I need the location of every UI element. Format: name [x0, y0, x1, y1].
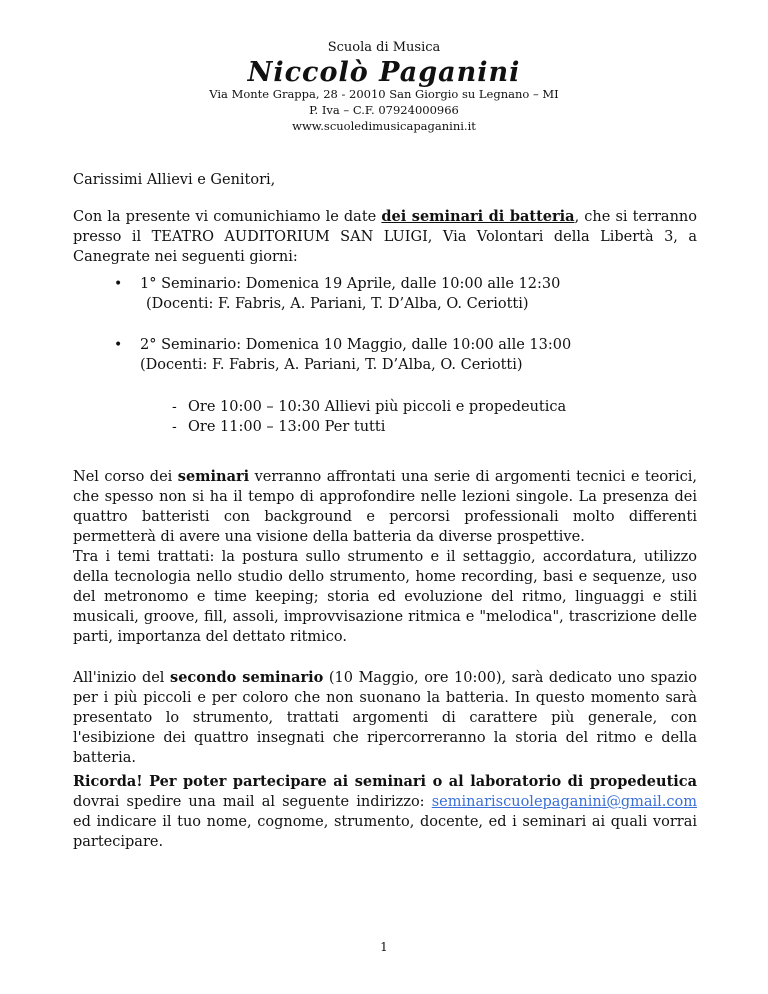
email-link[interactable]: seminariscuolepaganini@gmail.com — [431, 794, 697, 810]
para1-before: Nel corso dei — [73, 469, 178, 485]
seminar2-slot: Ore 10:00 – 10:30 Allievi più piccoli e propedeutica — [188, 399, 567, 415]
bullet-icon: • — [114, 337, 123, 353]
para1-topics: Tra i temi trattati: la postura sullo strumento e il settaggio, accordatura, utilizzo della tecnologia nello studio dello strumento, home recording, basi e sequenze, uso del metronomo e time keeping; storia ed evoluzione del ritmo, linguaggi e stili musicali, groove, fill, assoli, improvvisazione ritmica e "melodica", trascrizione delle parti, importanza del dettato ritmico. — [73, 549, 697, 645]
school-website: www.scuoledimusicapaganini.it — [292, 119, 476, 133]
seminar2-slot: Ore 11:00 – 13:00 Per tutti — [188, 419, 386, 435]
seminar2-line: 2° Seminario: Domenica 10 Maggio, dalle 10:00 alle 13:00 — [140, 337, 572, 353]
para2-bold: secondo seminario — [170, 669, 324, 686]
para1-bold: seminari — [177, 468, 250, 485]
paragraph-content — [73, 467, 697, 647]
seminar1-teachers: (Docenti: F. Fabris, A. Pariani, T. D’Alba, O. Ceriotti) — [146, 296, 529, 312]
seminar2-teachers: (Docenti: F. Fabris, A. Pariani, T. D’Alba, O. Ceriotti) — [140, 357, 523, 373]
paragraph-registration — [73, 772, 697, 852]
intro-text-before: Con la presente vi comunichiamo le date — [73, 209, 382, 225]
intro-text-after: , che si terranno presso il TEATRO AUDITORIUM SAN LUIGI, Via Volontari della Libertà 3, a Canegrate nei seguenti giorni: — [73, 209, 697, 265]
para1-after: verranno affrontati una serie di argomenti tecnici e teorici, che spesso non si ha il tempo di approfondire nelle lezioni singole. La presenza dei quattro batteristi con background e percorsi professionali molto differenti permetterà di avere una visione della batteria da diverse prospettive. — [73, 469, 697, 545]
school-address: Via Monte Grappa, 28 - 20010 San Giorgio su Legnano – MI — [209, 87, 559, 101]
seminar1-line: 1° Seminario: Domenica 19 Aprile, dalle 10:00 alle 12:30 — [140, 276, 561, 292]
dash-icon: - — [172, 419, 177, 435]
para3-bold: Ricorda! Per poter partecipare ai seminari o al laboratorio di propedeutica — [73, 773, 697, 790]
para3-after: ed indicare il tuo nome, cognome, strumento, docente, ed i seminari ai quali vorrai partecipare. — [73, 814, 697, 850]
school-label: Scuola di Musica — [327, 40, 441, 55]
para3-middle: dovrai spedire una mail al seguente indirizzo: — [73, 794, 432, 810]
paragraph-second-seminar — [73, 668, 697, 768]
greeting: Carissimi Allievi e Genitori, — [73, 172, 276, 188]
school-vat: P. Iva – C.F. 07924000966 — [309, 103, 459, 117]
para2-after: (10 Maggio, ore 10:00), sarà dedicato uno spazio per i più piccoli e per coloro che non suonano la batteria. In questo momento sarà presentato lo strumento, trattati argomenti di carattere più generale, con l'esibizione dei quattro insegnati che ripercorreranno la storia del ritmo e della batteria. — [73, 670, 697, 766]
intro-paragraph — [73, 207, 697, 267]
dash-icon: - — [172, 399, 177, 415]
page-number: 1 — [380, 940, 388, 954]
intro-bold: dei seminari di batteria — [381, 208, 575, 225]
para2-before: All'inizio del — [73, 670, 171, 686]
bullet-icon: • — [114, 276, 123, 292]
school-name-logo: Niccolò Paganini — [247, 57, 521, 88]
